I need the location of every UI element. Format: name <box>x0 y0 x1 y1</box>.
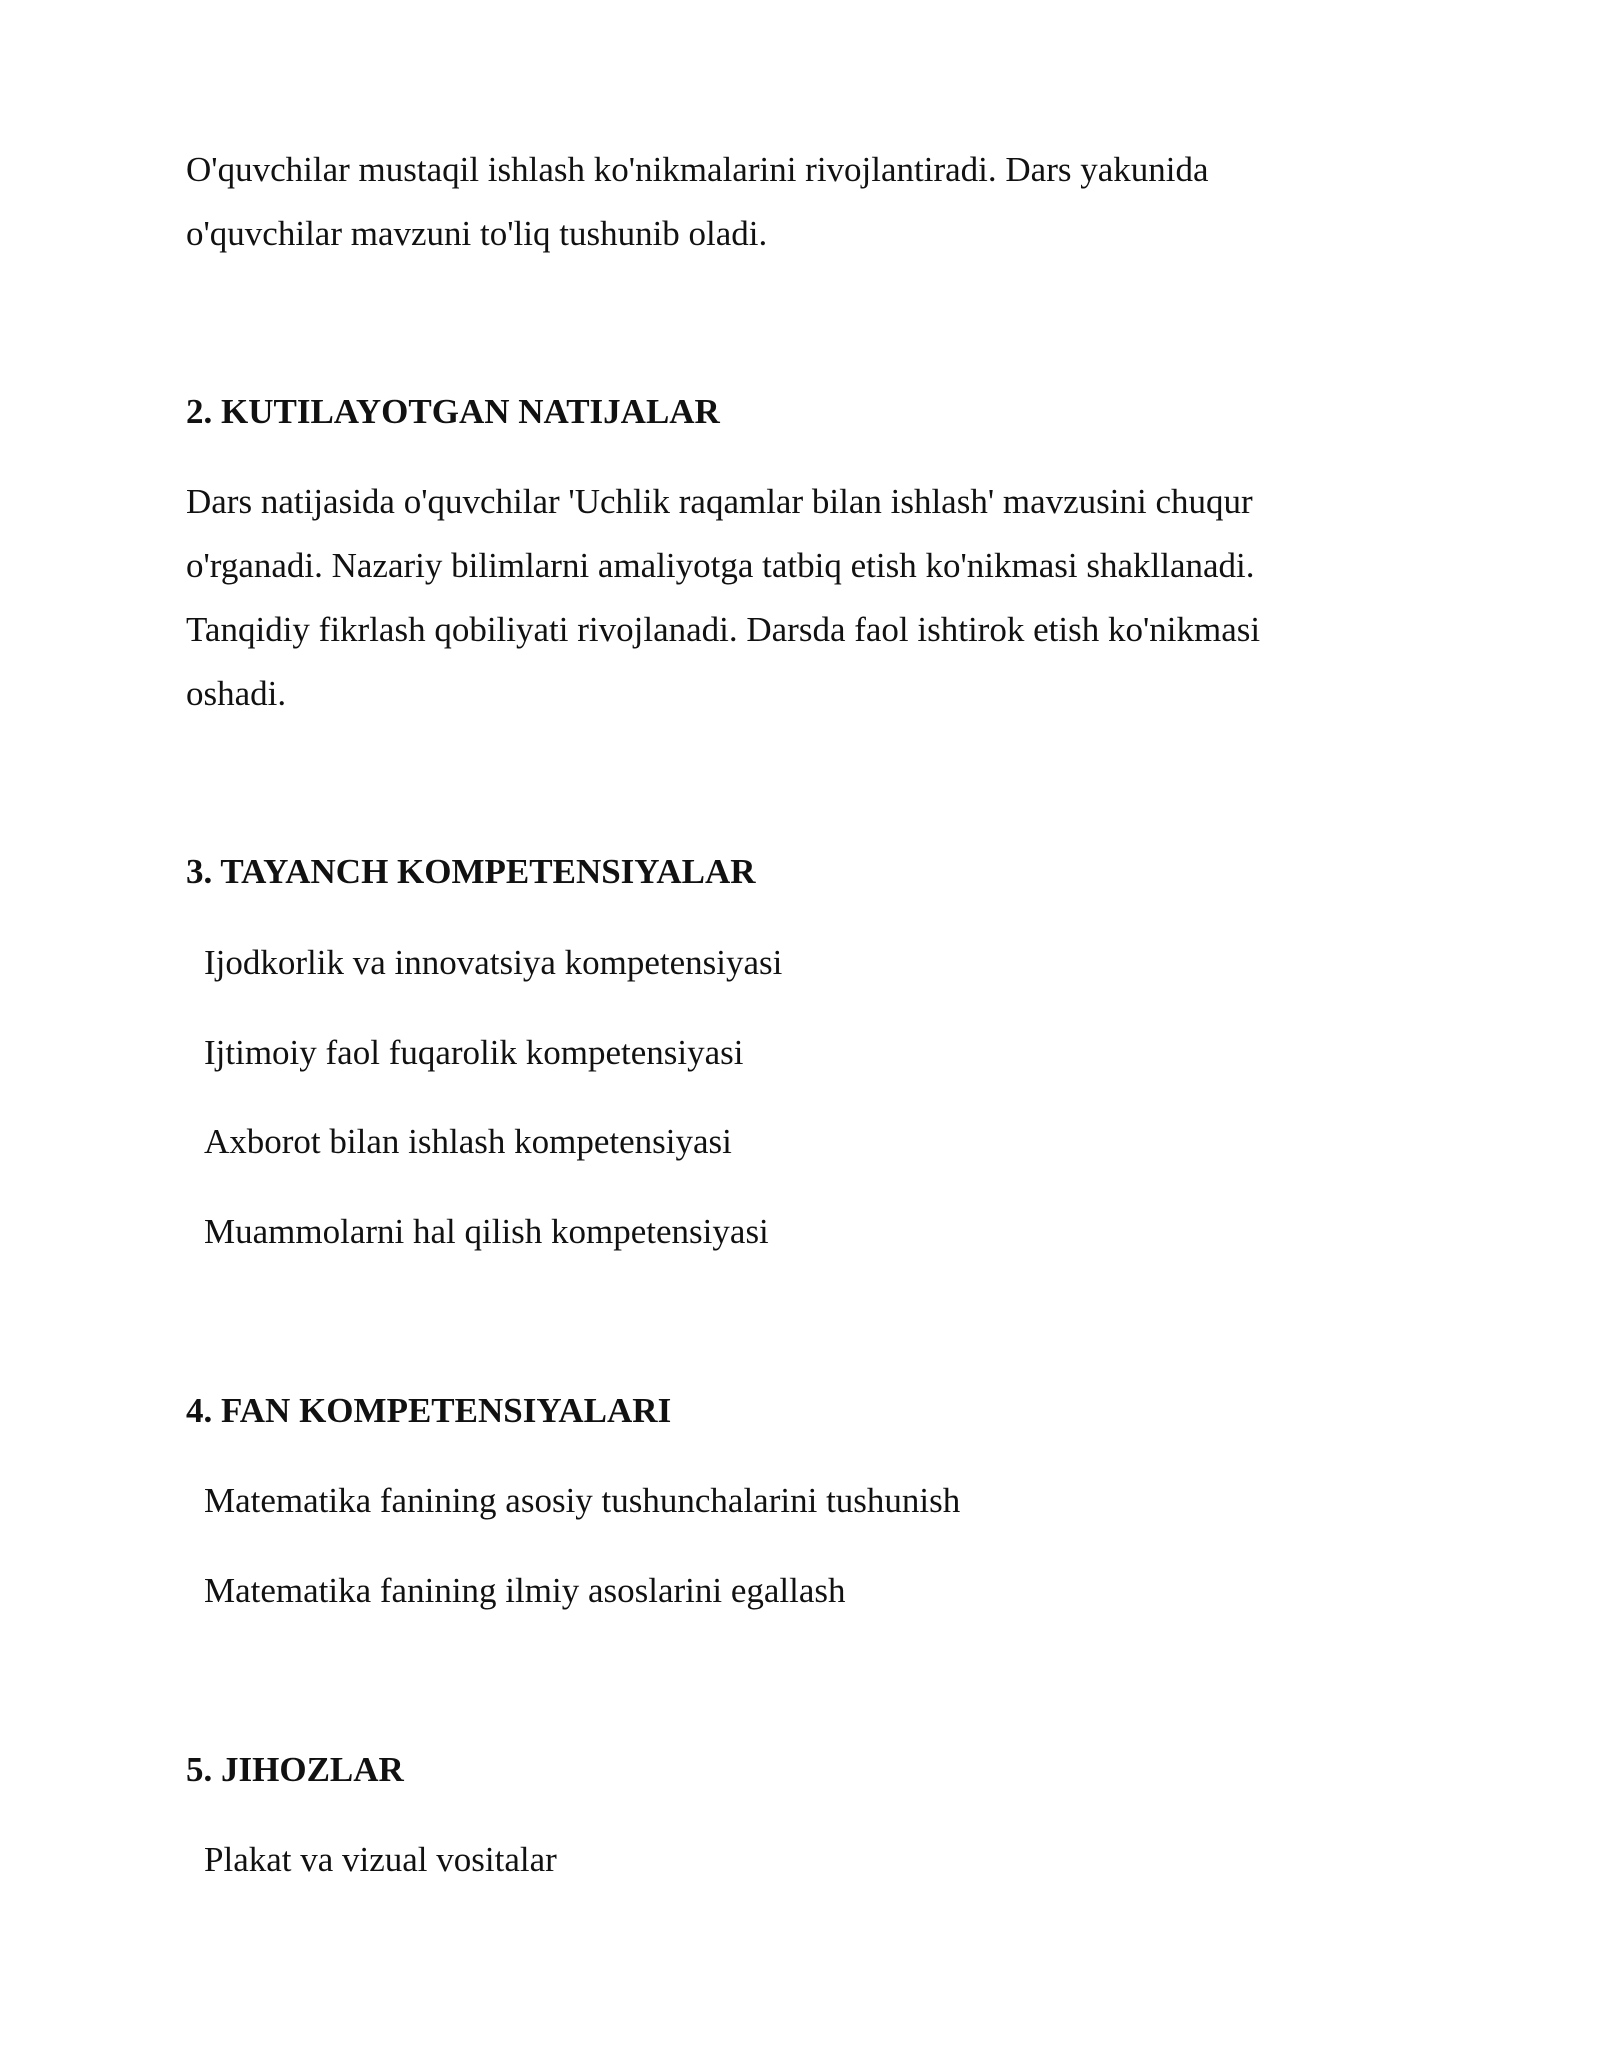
intro-line-2: o'quvchilar mavzuni to'liq tushunib oladi. <box>186 214 768 253</box>
section-3-item-1: Ijodkorlik va innovatsiya kompetensiyasi <box>204 943 783 982</box>
section-2-line-3: Tanqidiy fikrlash qobiliyati rivojlanadi. Darsda faol ishtirok etish ko'nikmasi <box>186 610 1261 649</box>
section-3-item-3: Axborot bilan ishlash kompetensiyasi <box>204 1122 732 1161</box>
section-4-item-1: Matematika fanining asosiy tushunchalarini tushunish <box>204 1481 961 1520</box>
section-5-item-1: Plakat va vizual vositalar <box>204 1840 557 1879</box>
section-2-line-1: Dars natijasida o'quvchilar 'Uchlik raqamlar bilan ishlash' mavzusini chuqur <box>186 482 1253 521</box>
section-4-heading: 4. FAN KOMPETENSIYALARI <box>186 1391 672 1430</box>
section-4-item-2: Matematika fanining ilmiy asoslarini egallash <box>204 1571 846 1610</box>
section-3-item-2: Ijtimoiy faol fuqarolik kompetensiyasi <box>204 1033 744 1072</box>
section-2-heading: 2. KUTILAYOTGAN NATIJALAR <box>186 392 720 431</box>
section-2-line-2: o'rganadi. Nazariy bilimlarni amaliyotga tatbiq etish ko'nikmasi shakllanadi. <box>186 546 1255 585</box>
section-2-line-4: oshadi. <box>186 674 287 713</box>
section-3-heading: 3. TAYANCH KOMPETENSIYALAR <box>186 852 756 891</box>
intro-line-1: O'quvchilar mustaqil ishlash ko'nikmalarini rivojlantiradi. Dars yakunida <box>186 150 1209 189</box>
section-5-heading: 5. JIHOZLAR <box>186 1750 404 1789</box>
section-3-item-4: Muammolarni hal qilish kompetensiyasi <box>204 1212 769 1251</box>
